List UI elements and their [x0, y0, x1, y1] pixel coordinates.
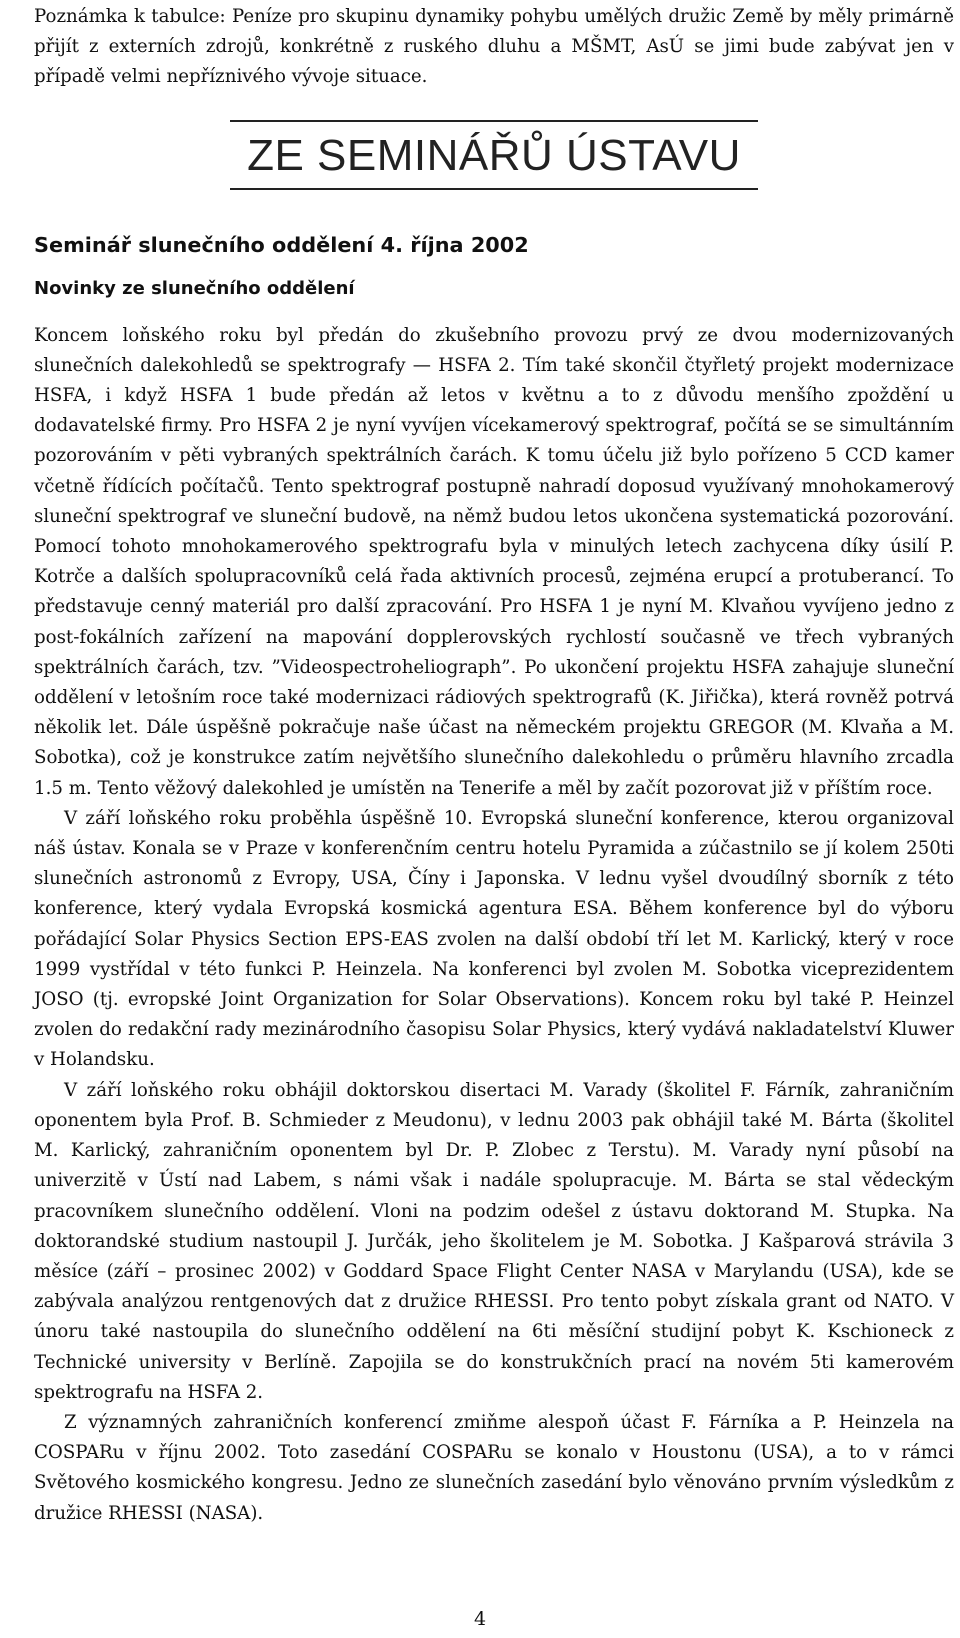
article-body — [34, 321, 954, 1529]
news-heading: Novinky ze slunečního oddělení — [34, 277, 355, 299]
paragraph-instruments: Koncem loňského roku byl předán do zkušebního provozu prvý ze dvou modernizovaných slunečních dalekohledů se spektrografy — HSFA 2. Tím také skončil čtyřletý projekt modernizace HSFA, i když HSFA 1 bude předán až letos v květnu a to z důvodu menšího zpoždění u dodavatelské firmy. Pro HSFA 2 je nyní vyvíjen vícekamerový spektrograf, počítá se se simultánním pozorováním v pěti vybraných spektrálních čarách. K tomu účelu již bylo pořízeno 5 CCD kamer včetně řídících počítačů. Tento spektrograf postupně nahradí doposud využívaný mnohokamerový sluneční spektrograf ve sluneční budově, na němž budou letos ukončena systematická pozorování. Pomocí tohoto mnohokamerového spektrografu byla v minulých letech zachycena díky úsilí P. Kotrče a dalších spolupracovníků celá řada aktivních procesů, zejména erupcí a protuberancí. To představuje cenný materiál pro další zpracování. Pro HSFA 1 je nyní M. Klvaňou vyvíjeno jedno z post-fokálních zařízení na mapování dopplerovských rychlostí současně ve třech vybraných spektrálních čarách, tzv. ”Videospectroheliograph”. Po ukončení projektu HSFA zahajuje sluneční oddělení v letošním roce také modernizaci rádiových spektrografů (K. Jiřička), která rovněž potrvá několik let. Dále úspěšně pokračuje naše účast na německém projektu GREGOR (M. Klvaňa a M. Sobotka), což je konstrukce zatím největšího slunečního dalekohledu o průměru hlavního zrcadla 1.5 m. Tento věžový dalekohled je umístěn na Tenerife a měl by začít pozorovat již v příštím roce. — [34, 324, 954, 799]
paragraph-conference: V září loňského roku proběhla úspěšně 10. Evropská sluneční konference, kterou organizoval náš ústav. Konala se v Praze v konferenčním centru hotelu Pyramida a zúčastnilo se jí kolem 250ti slunečních astronomů z Evropy, USA, Číny i Japonska. V lednu vyšel dvoudílný sborník z této konference, který vydala Evropská kosmická agentura ESA. Během konference byl do výboru pořádající Solar Physics Section EPS-EAS zvolen na další období tří let M. Karlický, který v roce 1999 vystřídal v této funkci P. Heinzela. Na konferenci byl zvolen M. Sobotka viceprezidentem JOSO (tj. evropské Joint Organization for Solar Observations). Koncem roku byl také P. Heinzel zvolen do redakční rady mezinárodního časopisu Solar Physics, který vydává nakladatelství Kluwer v Holandsku. — [34, 807, 954, 1071]
table-note: Poznámka k tabulce: Peníze pro skupinu dynamiky pohybu umělých družic Země by měly primárně přijít z externích zdrojů, konkrétně z ruského dluhu a MŠMT, AsÚ se jimi bude zabývat jen v případě velmi nepříznivého vývoje situace. — [34, 6, 954, 88]
section-title: ZE SEMINÁŘŮ ÚSTAVU — [230, 120, 758, 190]
paragraph-staff: V září loňského roku obhájil doktorskou disertaci M. Varady (školitel F. Fárník, zahraničním oponentem byla Prof. B. Schmieder z Meudonu), v lednu 2003 pak obhájil také M. Bárta (školitel M. Karlický, zahraničním oponentem byl Dr. P. Zlobec z Terstu). M. Varady nyní působí na univerzitě v Ústí nad Labem, s námi však i nadále spolupracuje. M. Bárta se stal vědeckým pracovníkem slunečního oddělení. Vloni na podzim odešel z ústavu doktorand M. Stupka. Na doktorandské studium nastoupil J. Jurčák, jeho školitelem je M. Sobotka. J Kašparová strávila 3 měsíce (září – prosinec 2002) v Goddard Space Flight Center NASA v Marylandu (USA), kde se zabývala analýzou rentgenových dat z družice RHESSI. Pro tento pobyt získala grant od NATO. V únoru také nastoupila do slunečního oddělení na 6ti měsíční studijní pobyt K. Kschioneck z Technické university v Berlíně. Zapojila se do konstrukčních prací na novém 5ti kamerovém spektrografu na HSFA 2. — [34, 1079, 954, 1403]
paragraph-cospar: Z významných zahraničních konferencí zmiňme alespoň účast F. Fárníka a P. Heinzela na COSPARu v říjnu 2002. Toto zasedání COSPARu se konalo v Houstonu (USA), a to v rámci Světového kosmického kongresu. Jedno ze slunečních zasedání bylo věnováno prvním výsledkům z družice RHESSI (NASA). — [34, 1411, 954, 1524]
page-number: 4 — [473, 1608, 487, 1630]
document-page — [34, 0, 954, 1529]
seminar-heading: Seminář slunečního oddělení 4. října 2002 — [34, 232, 529, 257]
